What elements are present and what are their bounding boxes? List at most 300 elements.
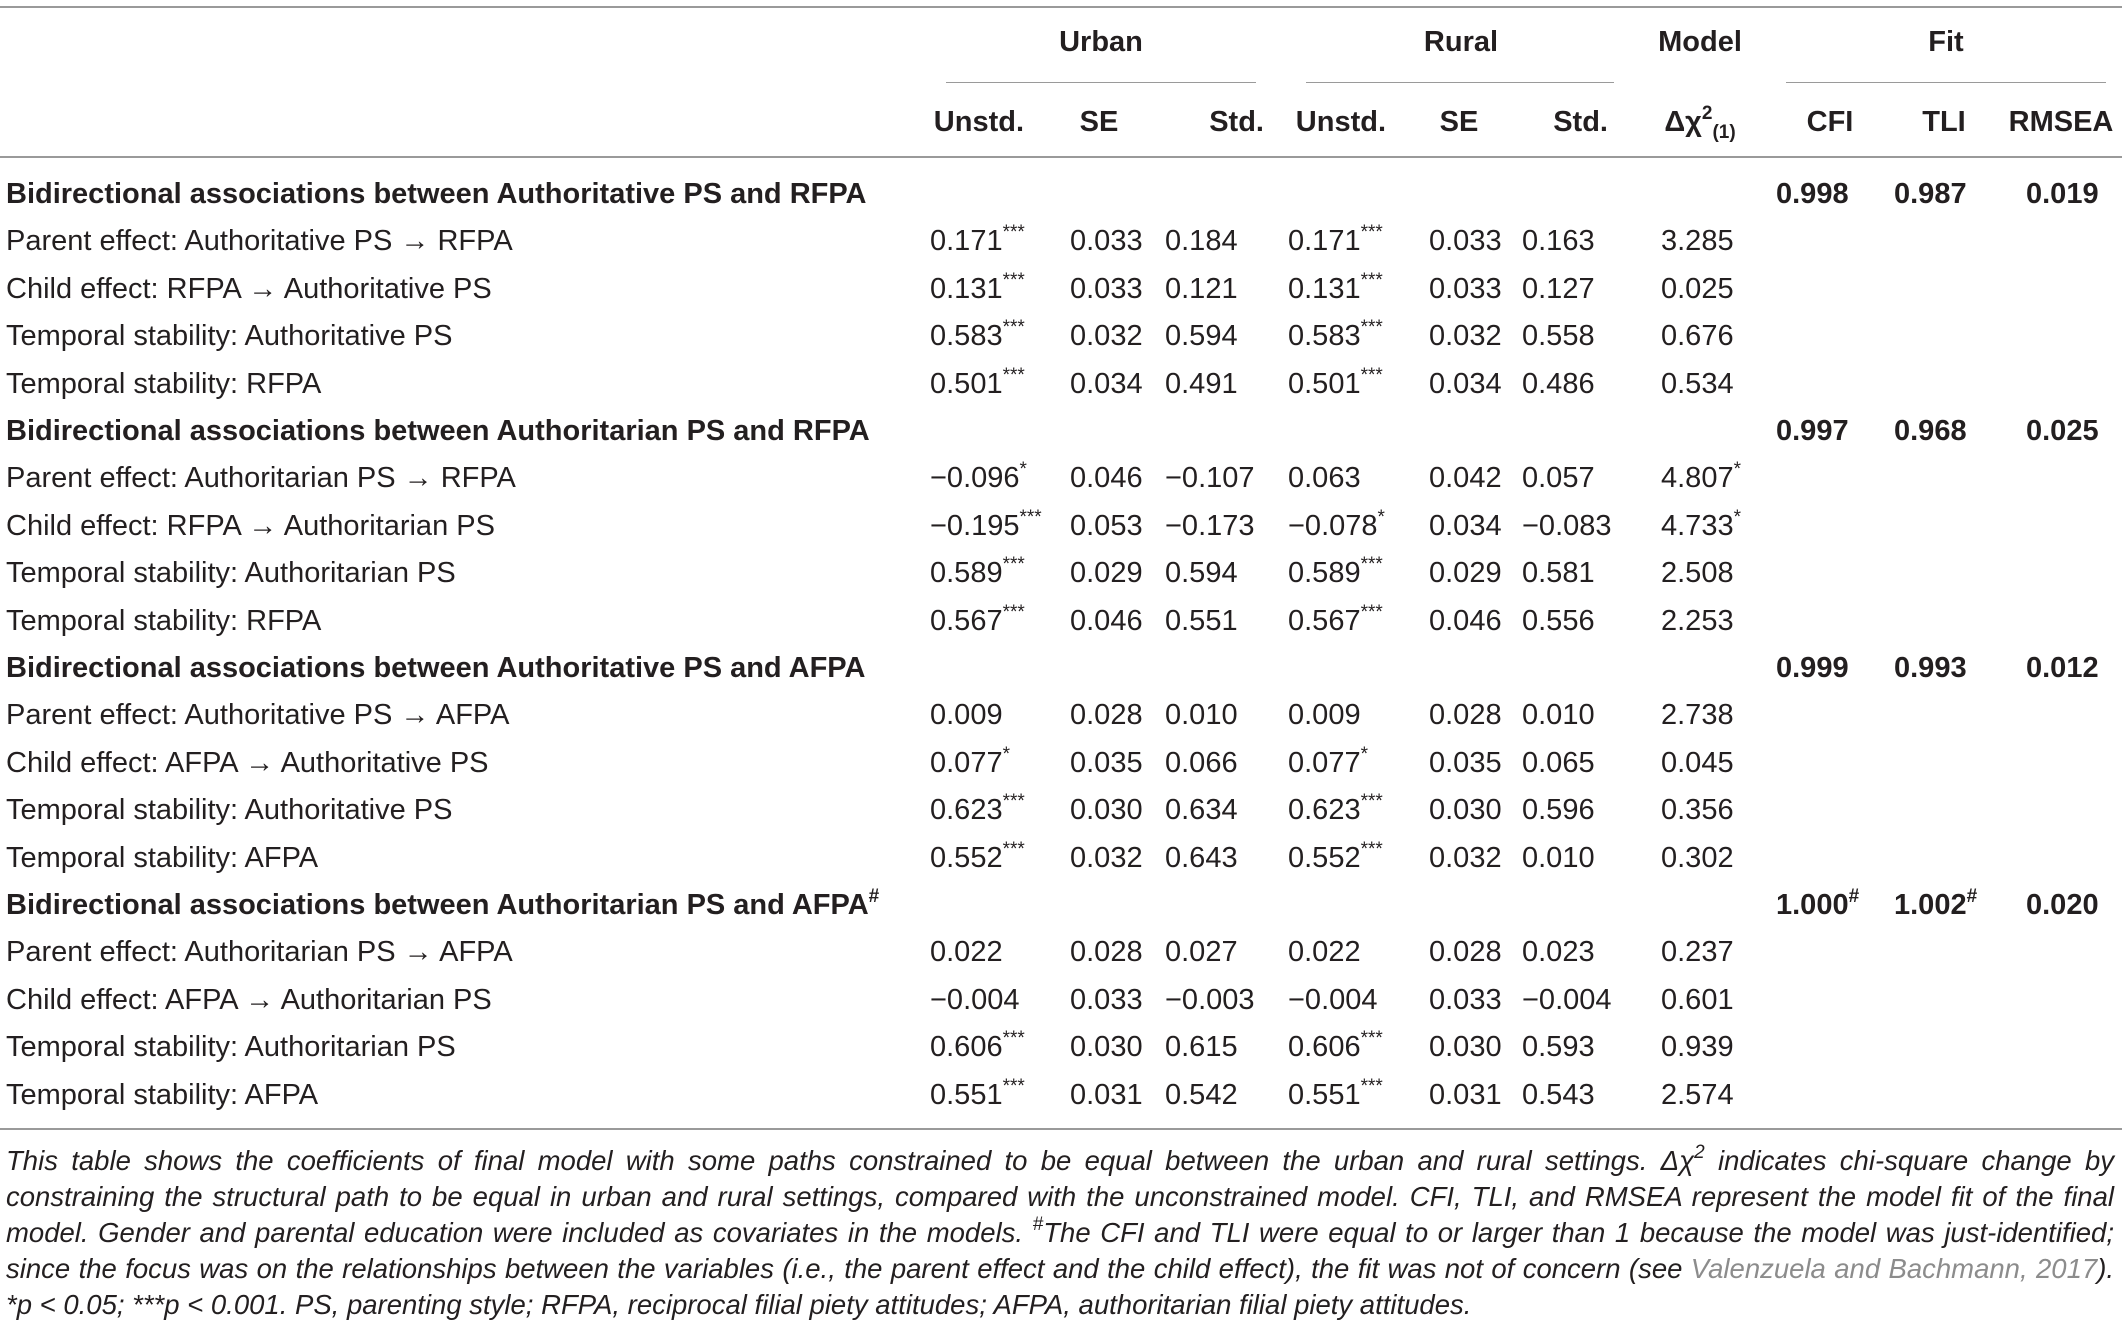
rural-unstd-value: 0.583 bbox=[1288, 320, 1361, 353]
urban-underline bbox=[946, 82, 1256, 83]
fit-tli-value: 1.002 bbox=[1894, 889, 1967, 921]
urban-std-value: 0.491 bbox=[1165, 367, 1238, 400]
rural-se bbox=[1429, 982, 1519, 1018]
urban-unstd-significance: *** bbox=[1002, 1028, 1025, 1050]
rural-std bbox=[1522, 840, 1632, 876]
rural-se-value: 0.046 bbox=[1429, 604, 1502, 637]
urban-unstd-significance: * bbox=[1019, 459, 1027, 481]
rural-unstd-significance: *** bbox=[1360, 1075, 1383, 1097]
rural-se-value: 0.033 bbox=[1429, 983, 1502, 1016]
urban-unstd-significance: *** bbox=[1019, 506, 1042, 528]
rural-unstd-value: 0.009 bbox=[1288, 699, 1361, 732]
rural-underline bbox=[1306, 82, 1614, 83]
urban-unstd bbox=[930, 460, 1070, 496]
urban-std bbox=[1165, 460, 1275, 496]
urban-unstd-significance: *** bbox=[1002, 222, 1025, 244]
model-delta-chi2-value: 4.733 bbox=[1661, 509, 1734, 542]
section-title-text: Bidirectional associations between Authoritative PS and AFPA bbox=[6, 652, 866, 684]
urban-se-value: 0.029 bbox=[1070, 557, 1143, 590]
model-delta-chi2 bbox=[1661, 934, 1771, 970]
col-rmsea: RMSEA bbox=[2008, 106, 2114, 138]
urban-unstd bbox=[930, 745, 1070, 781]
rural-unstd-value: 0.567 bbox=[1288, 604, 1361, 637]
row-label: Temporal stability: AFPA bbox=[6, 841, 319, 874]
rural-unstd-value: 0.063 bbox=[1288, 462, 1361, 495]
model-delta-chi2-value: 2.253 bbox=[1661, 604, 1734, 637]
urban-std-value: 0.615 bbox=[1165, 1031, 1238, 1064]
row-label: Temporal stability: Authoritative PS bbox=[6, 794, 453, 827]
urban-std-value: 0.594 bbox=[1165, 320, 1238, 353]
rural-unstd-value: 0.077 bbox=[1288, 746, 1361, 779]
model-delta-chi2-value: 0.676 bbox=[1661, 320, 1734, 353]
row-label: Child effect: AFPA → Authoritative PS bbox=[6, 746, 489, 779]
urban-se-value: 0.028 bbox=[1070, 936, 1143, 969]
urban-se-value: 0.046 bbox=[1070, 462, 1143, 495]
model-delta-chi2 bbox=[1661, 318, 1771, 354]
fit-tli bbox=[1894, 650, 2004, 686]
col-urban-se: SE bbox=[1079, 106, 1119, 138]
urban-unstd-value: 0.131 bbox=[930, 272, 1003, 305]
rural-unstd-value: 0.171 bbox=[1288, 225, 1361, 258]
urban-std bbox=[1165, 840, 1275, 876]
rural-unstd-significance: *** bbox=[1360, 791, 1383, 813]
fit-tli bbox=[1894, 176, 2004, 212]
fit-cfi-value: 1.000 bbox=[1776, 889, 1849, 921]
fit-tli-value: 0.993 bbox=[1894, 652, 1967, 684]
urban-se bbox=[1070, 745, 1160, 781]
urban-unstd-value: 0.009 bbox=[930, 699, 1003, 732]
rural-std bbox=[1522, 318, 1632, 354]
rural-se bbox=[1429, 508, 1519, 544]
rural-unstd bbox=[1288, 934, 1428, 970]
row-label: Parent effect: Authoritative PS → AFPA bbox=[6, 699, 510, 732]
urban-unstd-significance: *** bbox=[1002, 838, 1025, 860]
urban-unstd bbox=[930, 603, 1070, 639]
row-label: Temporal stability: Authoritarian PS bbox=[6, 557, 456, 590]
urban-std-value: 0.184 bbox=[1165, 225, 1238, 258]
urban-unstd bbox=[930, 366, 1070, 402]
model-delta-chi2 bbox=[1661, 555, 1771, 591]
urban-std bbox=[1165, 603, 1275, 639]
col-rural-se: SE bbox=[1439, 106, 1479, 138]
urban-se bbox=[1070, 1029, 1160, 1065]
urban-unstd-significance: *** bbox=[1002, 364, 1025, 386]
rural-std bbox=[1522, 745, 1632, 781]
rural-std bbox=[1522, 271, 1632, 307]
model-delta-chi2-value: 0.302 bbox=[1661, 841, 1734, 874]
model-delta-chi2-value: 0.356 bbox=[1661, 794, 1734, 827]
rural-std bbox=[1522, 223, 1632, 259]
rural-se-value: 0.032 bbox=[1429, 320, 1502, 353]
fit-tli bbox=[1894, 887, 2004, 923]
model-delta-chi2-significance: * bbox=[1733, 459, 1741, 481]
rural-unstd-significance: * bbox=[1377, 506, 1385, 528]
urban-unstd bbox=[930, 934, 1070, 970]
rural-se-value: 0.030 bbox=[1429, 794, 1502, 827]
rural-unstd bbox=[1288, 840, 1428, 876]
urban-std-value: 0.010 bbox=[1165, 699, 1238, 732]
urban-se-value: 0.033 bbox=[1070, 272, 1143, 305]
urban-se bbox=[1070, 934, 1160, 970]
rural-unstd-significance: * bbox=[1360, 743, 1368, 765]
row-label: Child effect: RFPA → Authoritarian PS bbox=[6, 509, 495, 542]
model-delta-chi2-value: 2.738 bbox=[1661, 699, 1734, 732]
rural-unstd bbox=[1288, 603, 1428, 639]
header-bottom-rule bbox=[0, 156, 2122, 158]
rural-se-value: 0.028 bbox=[1429, 936, 1502, 969]
rural-unstd bbox=[1288, 982, 1428, 1018]
urban-unstd-significance: *** bbox=[1002, 791, 1025, 813]
urban-se bbox=[1070, 1077, 1160, 1113]
rural-se-value: 0.034 bbox=[1429, 367, 1502, 400]
rural-se bbox=[1429, 1077, 1519, 1113]
model-delta-chi2-value: 2.574 bbox=[1661, 1078, 1734, 1111]
rural-unstd bbox=[1288, 460, 1428, 496]
rural-std-value: 0.010 bbox=[1522, 841, 1595, 874]
rural-se-value: 0.032 bbox=[1429, 841, 1502, 874]
urban-std bbox=[1165, 508, 1275, 544]
fit-cfi bbox=[1776, 887, 1886, 923]
urban-se-value: 0.053 bbox=[1070, 509, 1143, 542]
rural-se-value: 0.034 bbox=[1429, 509, 1502, 542]
rural-unstd bbox=[1288, 271, 1428, 307]
section-title-text: Bidirectional associations between Authoritative PS and RFPA bbox=[6, 178, 867, 210]
model-delta-chi2-value: 0.025 bbox=[1661, 272, 1734, 305]
rural-se bbox=[1429, 934, 1519, 970]
urban-unstd-value: 0.583 bbox=[930, 320, 1003, 353]
rural-unstd-value: 0.606 bbox=[1288, 1031, 1361, 1064]
rural-unstd bbox=[1288, 223, 1428, 259]
col-cfi: CFI bbox=[1806, 106, 1854, 138]
urban-se bbox=[1070, 223, 1160, 259]
urban-unstd bbox=[930, 982, 1070, 1018]
urban-unstd bbox=[930, 271, 1070, 307]
rural-unstd-value: 0.501 bbox=[1288, 367, 1361, 400]
header-fit: Fit bbox=[1928, 26, 1964, 58]
urban-std bbox=[1165, 982, 1275, 1018]
urban-se-value: 0.032 bbox=[1070, 841, 1143, 874]
rural-unstd-significance: *** bbox=[1360, 364, 1383, 386]
urban-unstd-value: 0.501 bbox=[930, 367, 1003, 400]
urban-se bbox=[1070, 840, 1160, 876]
urban-unstd-value: −0.004 bbox=[930, 983, 1020, 1016]
urban-std bbox=[1165, 697, 1275, 733]
rural-std bbox=[1522, 792, 1632, 828]
rural-unstd bbox=[1288, 508, 1428, 544]
section-title bbox=[6, 650, 865, 686]
col-rural-std: Std. bbox=[1553, 106, 1608, 138]
rural-se bbox=[1429, 555, 1519, 591]
urban-unstd bbox=[930, 318, 1070, 354]
row-label: Temporal stability: Authoritative PS bbox=[6, 320, 453, 353]
urban-std bbox=[1165, 1029, 1275, 1065]
fit-underline bbox=[1786, 82, 2106, 83]
urban-unstd-value: 0.623 bbox=[930, 794, 1003, 827]
urban-unstd bbox=[930, 1077, 1070, 1113]
model-delta-chi2-value: 2.508 bbox=[1661, 557, 1734, 590]
model-delta-chi2 bbox=[1661, 366, 1771, 402]
urban-std-value: −0.173 bbox=[1165, 509, 1255, 542]
rural-se bbox=[1429, 366, 1519, 402]
model-delta-chi2 bbox=[1661, 603, 1771, 639]
urban-unstd-value: 0.606 bbox=[930, 1031, 1003, 1064]
rural-unstd-significance: *** bbox=[1360, 317, 1383, 339]
urban-unstd-value: −0.195 bbox=[930, 509, 1020, 542]
urban-std bbox=[1165, 1077, 1275, 1113]
urban-se-value: 0.033 bbox=[1070, 983, 1143, 1016]
urban-se bbox=[1070, 555, 1160, 591]
table-footnote: This table shows the coefficients of final model with some paths constrained to be equal between the urban and rural settings. $\Delta\chi^2$ indicates chi-square change by constraining the structural path to be equal in urban and rural settings, compared with the unconstrained model. CFI, TLI, and RMSEA represent the model fit of the final model. Gender and parental education were included as covariates in the models. #The CFI and TLI were equal to or larger than 1 because the model was just-identified; since the focus was on the relationships between the variables (i.e., the parent effect and the child effect), the fit was not of concern (see Valenzuela and Bachmann, 2017). *p < 0.05; ***p < 0.001. PS, parenting style; RFPA, reciprocal filial piety attitudes; AFPA, authoritarian filial piety attitudes. bbox=[6, 1142, 2115, 1320]
fit-rmsea: 0.019 bbox=[2026, 178, 2099, 210]
rural-unstd bbox=[1288, 792, 1428, 828]
model-delta-chi2 bbox=[1661, 982, 1771, 1018]
rural-std-value: 0.596 bbox=[1522, 794, 1595, 827]
fit-cfi-note: # bbox=[1848, 886, 1860, 907]
section-title-text: Bidirectional associations between Authoritarian PS and RFPA bbox=[6, 415, 870, 447]
rural-se-value: 0.033 bbox=[1429, 225, 1502, 258]
urban-unstd-value: −0.096 bbox=[930, 462, 1020, 495]
model-delta-chi2 bbox=[1661, 792, 1771, 828]
rural-se bbox=[1429, 697, 1519, 733]
fit-tli-note: # bbox=[1966, 886, 1978, 907]
urban-unstd-significance: * bbox=[1002, 743, 1010, 765]
urban-se-value: 0.046 bbox=[1070, 604, 1143, 637]
fit-cfi-value: 0.997 bbox=[1776, 415, 1849, 447]
rural-std-value: 0.543 bbox=[1522, 1078, 1595, 1111]
urban-std bbox=[1165, 223, 1275, 259]
rural-std-value: 0.486 bbox=[1522, 367, 1595, 400]
rural-unstd-significance: *** bbox=[1360, 1028, 1383, 1050]
urban-std-value: −0.107 bbox=[1165, 462, 1255, 495]
col-delta-chi2: $\Delta\chi^2_{(1)}$ bbox=[1664, 103, 1736, 143]
urban-se-value: 0.033 bbox=[1070, 225, 1143, 258]
rural-se bbox=[1429, 460, 1519, 496]
urban-se bbox=[1070, 792, 1160, 828]
rural-se bbox=[1429, 792, 1519, 828]
section-title bbox=[6, 413, 870, 449]
rural-unstd-significance: *** bbox=[1360, 554, 1383, 576]
rural-unstd bbox=[1288, 1029, 1428, 1065]
row-label: Parent effect: Authoritarian PS → RFPA bbox=[6, 462, 516, 495]
rural-se bbox=[1429, 1029, 1519, 1065]
rural-unstd-value: −0.004 bbox=[1288, 983, 1378, 1016]
urban-se bbox=[1070, 366, 1160, 402]
urban-unstd-significance: *** bbox=[1002, 554, 1025, 576]
urban-se-value: 0.030 bbox=[1070, 794, 1143, 827]
rural-unstd-value: −0.078 bbox=[1288, 509, 1378, 542]
rural-unstd-significance: *** bbox=[1360, 838, 1383, 860]
urban-unstd bbox=[930, 1029, 1070, 1065]
row-label: Child effect: AFPA → Authoritarian PS bbox=[6, 983, 492, 1016]
rural-std-value: 0.581 bbox=[1522, 557, 1595, 590]
urban-std-value: 0.121 bbox=[1165, 272, 1238, 305]
urban-se bbox=[1070, 697, 1160, 733]
col-rural-unstd: Unstd. bbox=[1295, 106, 1386, 138]
rural-unstd bbox=[1288, 555, 1428, 591]
col-urban-std: Std. bbox=[1209, 106, 1264, 138]
urban-se bbox=[1070, 508, 1160, 544]
fit-rmsea: 0.012 bbox=[2026, 652, 2099, 684]
urban-se bbox=[1070, 603, 1160, 639]
fit-tli-value: 0.987 bbox=[1894, 178, 1967, 210]
header-urban: Urban bbox=[1059, 26, 1143, 58]
citation-link[interactable]: Valenzuela and Bachmann, 2017 bbox=[1690, 1253, 2098, 1284]
table-top-rule bbox=[0, 6, 2122, 8]
urban-std bbox=[1165, 745, 1275, 781]
rural-unstd-value: 0.623 bbox=[1288, 794, 1361, 827]
model-delta-chi2 bbox=[1661, 508, 1771, 544]
row-label: Child effect: RFPA → Authoritative PS bbox=[6, 272, 492, 305]
rural-std bbox=[1522, 934, 1632, 970]
model-delta-chi2 bbox=[1661, 1029, 1771, 1065]
table-bottom-rule bbox=[0, 1128, 2122, 1130]
rural-std bbox=[1522, 697, 1632, 733]
rural-std bbox=[1522, 1077, 1632, 1113]
model-delta-chi2 bbox=[1661, 271, 1771, 307]
urban-unstd-significance: *** bbox=[1002, 601, 1025, 623]
rural-std-value: −0.004 bbox=[1522, 983, 1612, 1016]
urban-se bbox=[1070, 318, 1160, 354]
urban-std bbox=[1165, 555, 1275, 591]
rural-std-value: 0.127 bbox=[1522, 272, 1595, 305]
row-label: Parent effect: Authoritarian PS → AFPA bbox=[6, 936, 513, 969]
urban-std bbox=[1165, 934, 1275, 970]
rural-unstd bbox=[1288, 1077, 1428, 1113]
rural-std bbox=[1522, 982, 1632, 1018]
rural-se bbox=[1429, 745, 1519, 781]
urban-unstd-significance: *** bbox=[1002, 317, 1025, 339]
rural-unstd-value: 0.589 bbox=[1288, 557, 1361, 590]
urban-se bbox=[1070, 271, 1160, 307]
model-delta-chi2-value: 0.045 bbox=[1661, 746, 1734, 779]
fit-cfi bbox=[1776, 650, 1886, 686]
model-delta-chi2-value: 3.285 bbox=[1661, 225, 1734, 258]
rural-std-value: 0.023 bbox=[1522, 936, 1595, 969]
rural-unstd-value: 0.552 bbox=[1288, 841, 1361, 874]
section-title bbox=[6, 176, 867, 212]
model-delta-chi2 bbox=[1661, 745, 1771, 781]
urban-unstd-value: 0.022 bbox=[930, 936, 1003, 969]
urban-unstd-value: 0.552 bbox=[930, 841, 1003, 874]
rural-std-value: −0.083 bbox=[1522, 509, 1612, 542]
urban-unstd bbox=[930, 792, 1070, 828]
rural-unstd bbox=[1288, 318, 1428, 354]
rural-se bbox=[1429, 223, 1519, 259]
rural-std bbox=[1522, 508, 1632, 544]
rural-std bbox=[1522, 603, 1632, 639]
model-delta-chi2-value: 0.534 bbox=[1661, 367, 1734, 400]
model-delta-chi2-value: 0.939 bbox=[1661, 1031, 1734, 1064]
rural-unstd bbox=[1288, 745, 1428, 781]
urban-std-value: 0.542 bbox=[1165, 1078, 1238, 1111]
urban-unstd-value: 0.171 bbox=[930, 225, 1003, 258]
urban-unstd-value: 0.589 bbox=[930, 557, 1003, 590]
rural-unstd-value: 0.022 bbox=[1288, 936, 1361, 969]
fit-cfi-value: 0.999 bbox=[1776, 652, 1849, 684]
urban-unstd-significance: *** bbox=[1002, 269, 1025, 291]
row-label: Temporal stability: Authoritarian PS bbox=[6, 1031, 456, 1064]
col-urban-unstd: Unstd. bbox=[933, 106, 1024, 138]
rural-se-value: 0.033 bbox=[1429, 272, 1502, 305]
header-model: Model bbox=[1658, 26, 1742, 58]
urban-se bbox=[1070, 982, 1160, 1018]
urban-std bbox=[1165, 271, 1275, 307]
urban-se-value: 0.031 bbox=[1070, 1078, 1143, 1111]
rural-unstd-value: 0.551 bbox=[1288, 1078, 1361, 1111]
model-delta-chi2 bbox=[1661, 840, 1771, 876]
urban-std-value: 0.551 bbox=[1165, 604, 1238, 637]
row-label: Temporal stability: AFPA bbox=[6, 1078, 319, 1111]
fit-rmsea: 0.025 bbox=[2026, 415, 2099, 447]
fit-rmsea: 0.020 bbox=[2026, 889, 2099, 921]
section-title-note: # bbox=[868, 886, 880, 907]
rural-se bbox=[1429, 271, 1519, 307]
rural-unstd-significance: *** bbox=[1360, 601, 1383, 623]
fit-cfi bbox=[1776, 176, 1886, 212]
section-title-text: Bidirectional associations between Authoritarian PS and AFPA bbox=[6, 889, 869, 921]
urban-std-value: −0.003 bbox=[1165, 983, 1255, 1016]
rural-se bbox=[1429, 603, 1519, 639]
rural-unstd bbox=[1288, 366, 1428, 402]
rural-std bbox=[1522, 555, 1632, 591]
rural-std bbox=[1522, 460, 1632, 496]
rural-unstd-significance: *** bbox=[1360, 222, 1383, 244]
rural-se bbox=[1429, 840, 1519, 876]
urban-std-value: 0.066 bbox=[1165, 746, 1238, 779]
urban-unstd bbox=[930, 223, 1070, 259]
urban-se-value: 0.028 bbox=[1070, 699, 1143, 732]
rural-std-value: 0.065 bbox=[1522, 746, 1595, 779]
urban-std bbox=[1165, 318, 1275, 354]
col-tli: TLI bbox=[1922, 106, 1966, 138]
model-delta-chi2-value: 4.807 bbox=[1661, 462, 1734, 495]
rural-se-value: 0.035 bbox=[1429, 746, 1502, 779]
model-delta-chi2 bbox=[1661, 460, 1771, 496]
urban-std-value: 0.027 bbox=[1165, 936, 1238, 969]
rural-std-value: 0.163 bbox=[1522, 225, 1595, 258]
rural-unstd-significance: *** bbox=[1360, 269, 1383, 291]
urban-unstd bbox=[930, 840, 1070, 876]
rural-se-value: 0.042 bbox=[1429, 462, 1502, 495]
rural-std-value: 0.593 bbox=[1522, 1031, 1595, 1064]
rural-se-value: 0.031 bbox=[1429, 1078, 1502, 1111]
rural-se-value: 0.028 bbox=[1429, 699, 1502, 732]
urban-unstd-value: 0.551 bbox=[930, 1078, 1003, 1111]
model-delta-chi2-value: 0.601 bbox=[1661, 983, 1734, 1016]
fit-tli bbox=[1894, 413, 2004, 449]
rural-std-value: 0.010 bbox=[1522, 699, 1595, 732]
rural-se bbox=[1429, 318, 1519, 354]
model-delta-chi2 bbox=[1661, 1077, 1771, 1113]
urban-std-value: 0.634 bbox=[1165, 794, 1238, 827]
urban-std-value: 0.594 bbox=[1165, 557, 1238, 590]
urban-se-value: 0.030 bbox=[1070, 1031, 1143, 1064]
model-delta-chi2 bbox=[1661, 697, 1771, 733]
fit-cfi-value: 0.998 bbox=[1776, 178, 1849, 210]
model-delta-chi2 bbox=[1661, 223, 1771, 259]
section-title bbox=[6, 887, 879, 923]
urban-unstd bbox=[930, 555, 1070, 591]
rural-std bbox=[1522, 1029, 1632, 1065]
urban-unstd-significance: *** bbox=[1002, 1075, 1025, 1097]
fit-tli-value: 0.968 bbox=[1894, 415, 1967, 447]
rural-unstd-value: 0.131 bbox=[1288, 272, 1361, 305]
urban-se bbox=[1070, 460, 1160, 496]
rural-se-value: 0.030 bbox=[1429, 1031, 1502, 1064]
urban-unstd bbox=[930, 508, 1070, 544]
rural-std bbox=[1522, 366, 1632, 402]
rural-std-value: 0.057 bbox=[1522, 462, 1595, 495]
